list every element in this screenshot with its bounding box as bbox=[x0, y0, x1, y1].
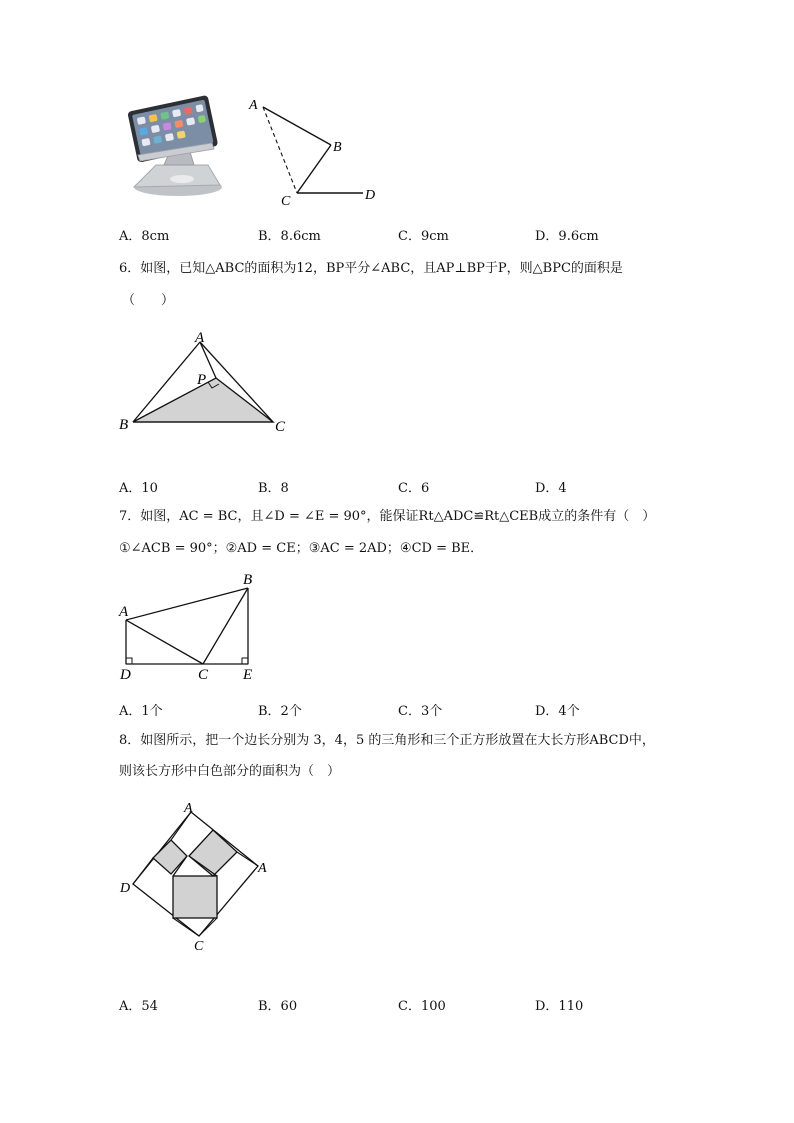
q6-stem: 6．如图，已知△ABC的面积为12，BP平分∠ABC，且AP⊥BP于P，则△BPC的面积是 bbox=[119, 261, 623, 276]
label-a-right: A bbox=[258, 861, 267, 876]
right-angle-mark-d bbox=[126, 658, 132, 664]
q6-answer-blank: （ ） bbox=[122, 293, 175, 308]
q7-option-d[interactable]: D．4个 bbox=[535, 704, 580, 719]
segment-bc bbox=[203, 588, 248, 664]
label-c: C bbox=[198, 667, 209, 683]
q5-option-b[interactable]: B．8.6cm bbox=[258, 229, 321, 244]
label-a-top: A bbox=[184, 801, 193, 816]
label-d: D bbox=[365, 188, 376, 203]
q6-option-c[interactable]: C．6 bbox=[398, 481, 430, 496]
q6-triangle-diagram bbox=[115, 330, 295, 435]
label-b: B bbox=[243, 572, 253, 588]
q5-option-c[interactable]: C．9cm bbox=[398, 229, 449, 244]
label-b: B bbox=[333, 140, 342, 155]
tablet-stand-photo bbox=[120, 95, 226, 203]
q8-option-d[interactable]: D．110 bbox=[535, 999, 584, 1014]
q8-option-a[interactable]: A．54 bbox=[119, 999, 158, 1014]
segment-ac-dashed bbox=[263, 107, 297, 193]
q5-option-d[interactable]: D．9.6cm bbox=[535, 229, 599, 244]
segment-bc bbox=[297, 145, 331, 193]
q8-stem-line2: 则该长方形中白色部分的面积为（ ） bbox=[119, 764, 341, 779]
label-a: A bbox=[119, 604, 129, 620]
label-p: P bbox=[197, 372, 207, 388]
label-e: E bbox=[243, 667, 253, 683]
q5-line-diagram bbox=[245, 95, 385, 210]
q7-diagram bbox=[115, 572, 265, 684]
q6-option-b[interactable]: B．8 bbox=[258, 481, 289, 496]
q7-stem: 7．如图，AC = BC，且∠D = ∠E = 90°，能保证Rt△ADC≌Rt△CEB成立的条件有（ ） bbox=[119, 509, 656, 524]
label-d: D bbox=[120, 881, 131, 896]
q7-option-b[interactable]: B．2个 bbox=[258, 704, 302, 719]
label-d: D bbox=[120, 667, 131, 683]
segment-ab bbox=[126, 588, 248, 620]
q7-conditions: ①∠ACB = 90°；②AD = CE；③AC = 2AD；④CD = BE． bbox=[119, 541, 484, 556]
label-b: B bbox=[119, 417, 129, 433]
q5-option-a[interactable]: A．8cm bbox=[119, 229, 170, 244]
q7-option-a[interactable]: A．1个 bbox=[119, 704, 163, 719]
q8-rectangle-diagram bbox=[115, 800, 275, 960]
q8-option-b[interactable]: B．60 bbox=[258, 999, 298, 1014]
q8-stem: 8．如图所示，把一个边长分别为 3，4，5 的三角形和三个正方形放置在大长方形ABCD中， bbox=[119, 733, 655, 748]
label-a: A bbox=[195, 330, 205, 346]
label-c: C bbox=[275, 419, 286, 435]
q7-option-c[interactable]: C．3个 bbox=[398, 704, 443, 719]
q8-option-c[interactable]: C．100 bbox=[398, 999, 446, 1014]
q6-option-a[interactable]: A．10 bbox=[119, 481, 158, 496]
square-bottom bbox=[173, 876, 217, 918]
segment-ab bbox=[263, 107, 331, 145]
label-a: A bbox=[249, 98, 258, 113]
label-c: C bbox=[281, 194, 291, 209]
label-c: C bbox=[194, 939, 204, 954]
right-angle-mark-e bbox=[242, 658, 248, 664]
q6-option-d[interactable]: D．4 bbox=[535, 481, 567, 496]
segment-ac bbox=[126, 620, 203, 664]
